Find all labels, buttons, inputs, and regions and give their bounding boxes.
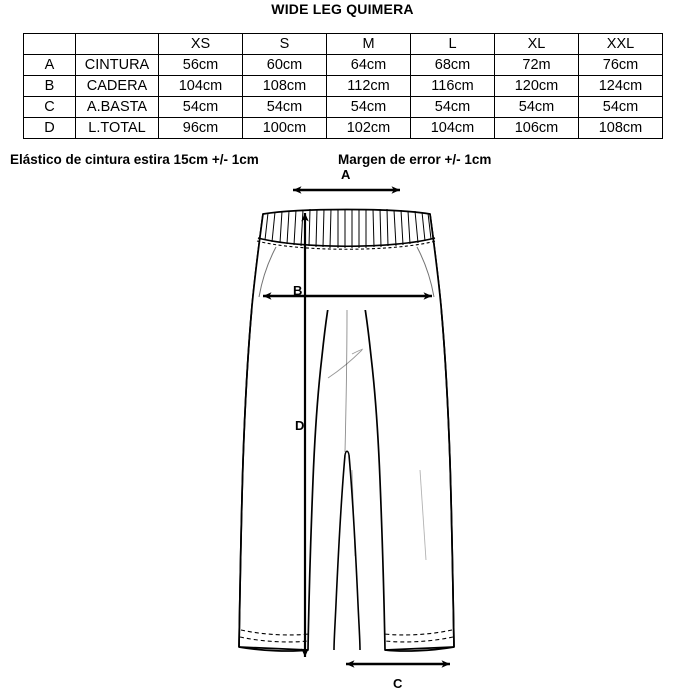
waistband-top-edge	[263, 210, 430, 215]
page-title: WIDE LEG QUIMERA	[271, 1, 414, 17]
cell-c-xs: 54cm	[159, 97, 243, 118]
cell-d-l: 104cm	[411, 118, 495, 139]
cell-a-l: 68cm	[411, 55, 495, 76]
cell-c-l: 54cm	[411, 97, 495, 118]
row-name-a: CINTURA	[76, 55, 159, 76]
cell-a-xxl: 76cm	[579, 55, 663, 76]
note-elastic-waistband: Elástico de cintura estira 15cm +/- 1cm	[10, 152, 259, 167]
drape-mark-2	[352, 349, 363, 354]
cell-c-s: 54cm	[243, 97, 327, 118]
cell-a-s: 60cm	[243, 55, 327, 76]
row-name-b: CADERA	[76, 76, 159, 97]
cell-d-s: 100cm	[243, 118, 327, 139]
row-name-c: A.BASTA	[76, 97, 159, 118]
cell-d-m: 102cm	[327, 118, 411, 139]
cell-b-m: 112cm	[327, 76, 411, 97]
cell-c-xxl: 54cm	[579, 97, 663, 118]
dimension-label-a: A	[341, 167, 351, 182]
cell-b-l: 116cm	[411, 76, 495, 97]
header-cell-size-xs: XS	[159, 34, 243, 55]
crotch-point	[345, 451, 349, 455]
header-cell-size-xxl: XXL	[579, 34, 663, 55]
row-key-b: B	[24, 76, 76, 97]
cell-d-xl: 106cm	[495, 118, 579, 139]
cell-d-xs: 96cm	[159, 118, 243, 139]
cell-b-xxl: 124cm	[579, 76, 663, 97]
row-key-a: A	[24, 55, 76, 76]
cell-b-s: 108cm	[243, 76, 327, 97]
dimension-label-d: D	[295, 418, 305, 433]
row-key-d: D	[24, 118, 76, 139]
cell-a-xl: 72m	[495, 55, 579, 76]
header-cell-size-s: S	[243, 34, 327, 55]
dimension-label-c: C	[393, 676, 403, 691]
header-cell-size-l: L	[411, 34, 495, 55]
cell-b-xs: 104cm	[159, 76, 243, 97]
cell-a-xs: 56cm	[159, 55, 243, 76]
note-margin-of-error: Margen de error +/- 1cm	[338, 152, 492, 167]
left-inseam	[334, 455, 345, 650]
cell-d-xxl: 108cm	[579, 118, 663, 139]
header-cell-size-xl: XL	[495, 34, 579, 55]
row-key-c: C	[24, 97, 76, 118]
cell-c-xl: 54cm	[495, 97, 579, 118]
cell-a-m: 64cm	[327, 55, 411, 76]
row-name-d: L.TOTAL	[76, 118, 159, 139]
dimension-label-b: B	[293, 283, 303, 298]
header-cell-size-m: M	[327, 34, 411, 55]
cell-b-xl: 120cm	[495, 76, 579, 97]
cell-c-m: 54cm	[327, 97, 411, 118]
